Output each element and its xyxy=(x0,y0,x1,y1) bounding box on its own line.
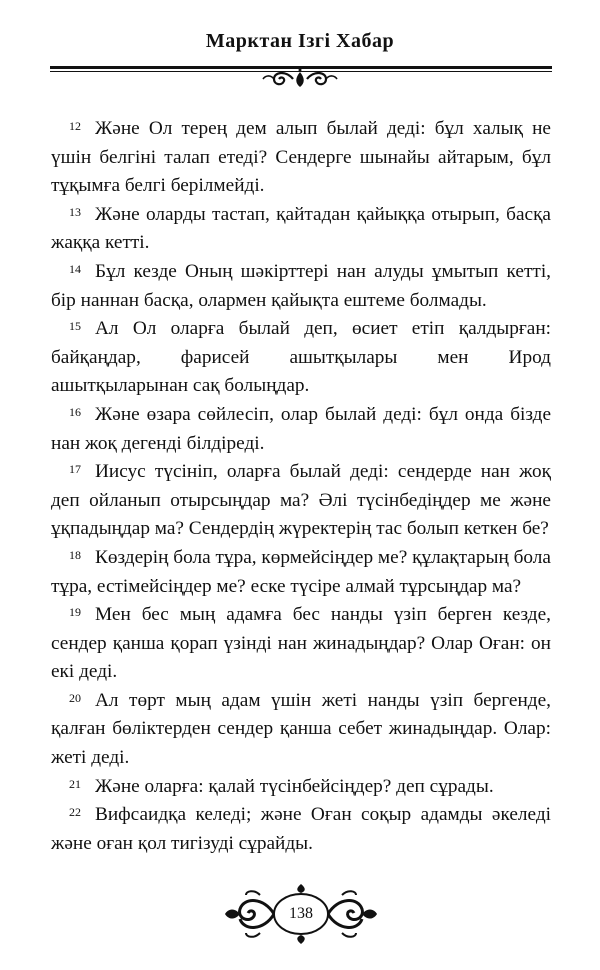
page-title: Марктан Ізгі Хабар xyxy=(205,30,395,52)
verse-number: 18 xyxy=(69,547,81,562)
verse-21 xyxy=(51,773,551,802)
verse-text: Ал Ол оларға былай деп, өсиет етіп қалдырған: байқаңдар, фарисей ашытқылары мен Ирод ашытқыларынан сақ болыңдар. xyxy=(51,318,551,397)
verse-text: Ал төрт мың адам үшін жеті нанды үзіп бергенде, қалған бөліктерден сендер қанша себет жинадыңдар. Олар: жеті деді. xyxy=(51,689,551,769)
verse-text: Вифсаидқа келеді; және Оған соқыр адамды әкеледі және оған қол тигізуді сұрайды. xyxy=(51,804,551,854)
verse-text: Бұл кезде Оның шәкірттері нан алуды ұмытып кетті, бір наннан басқа, олармен қайықта ештеме болмады. xyxy=(51,260,551,311)
verse-number: 17 xyxy=(69,462,81,477)
page-number: 138 xyxy=(289,905,313,922)
page-number-footer xyxy=(224,883,378,945)
verse-text: Иисус түсініп, оларға былай деді: сендерде нан жоқ деп ойланып отырсыңдар ма? Әлі түсінбедіңдер ме және ұқпадыңдар ма? Сендердің жүректерің тас болып кеткен бе? xyxy=(51,461,551,540)
verse-text: Және Ол терең дем алып былай деді: бұл халық не үшін белгіні талап етеді? Сендерге шынайы айтарым, бұл тұқымға белгі берілмейді. xyxy=(51,118,551,197)
verse-22 xyxy=(51,801,551,858)
header-ornament-icon xyxy=(262,68,338,90)
verse-number: 13 xyxy=(69,204,81,219)
verse-16 xyxy=(51,401,551,458)
verse-text: Және өзара сөйлесіп, олар былай деді: бұл онда бізде нан жоқ дегенді білдіреді. xyxy=(51,403,551,454)
verse-number: 16 xyxy=(69,404,81,419)
verse-15 xyxy=(51,315,551,401)
verse-text: Және оларды тастап, қайтадан қайыққа отырып, басқа жаққа кетті. xyxy=(51,203,551,254)
verse-number: 22 xyxy=(69,805,81,820)
verse-19 xyxy=(51,601,551,687)
verse-18 xyxy=(51,544,551,601)
verse-text: Мен бес мың адамға бес нанды үзіп берген кезде, сендер қанша қорап үзінді нан жинадыңдар? Олар Оған: он екі деді. xyxy=(51,604,551,683)
verse-14 xyxy=(51,258,551,315)
verse-text: Көздерің бола тұра, көрмейсіңдер ме? құлақтарың бола тұра, естімейсіңдер ме? еске түсіре алмай тұрсыңдар ма? xyxy=(51,546,551,597)
verse-12 xyxy=(51,115,551,201)
verse-number: 19 xyxy=(69,605,81,620)
verse-13 xyxy=(51,201,551,258)
verse-number: 15 xyxy=(69,319,81,334)
verse-number: 14 xyxy=(69,261,81,276)
verse-number: 21 xyxy=(69,776,81,791)
verse-20 xyxy=(51,687,551,773)
verse-17 xyxy=(51,458,551,544)
verse-number: 20 xyxy=(69,690,81,705)
verse-number: 12 xyxy=(69,119,81,133)
verse-list xyxy=(51,115,551,858)
verse-text: Және оларға: қалай түсінбейсіңдер? деп сұрады. xyxy=(95,775,494,797)
